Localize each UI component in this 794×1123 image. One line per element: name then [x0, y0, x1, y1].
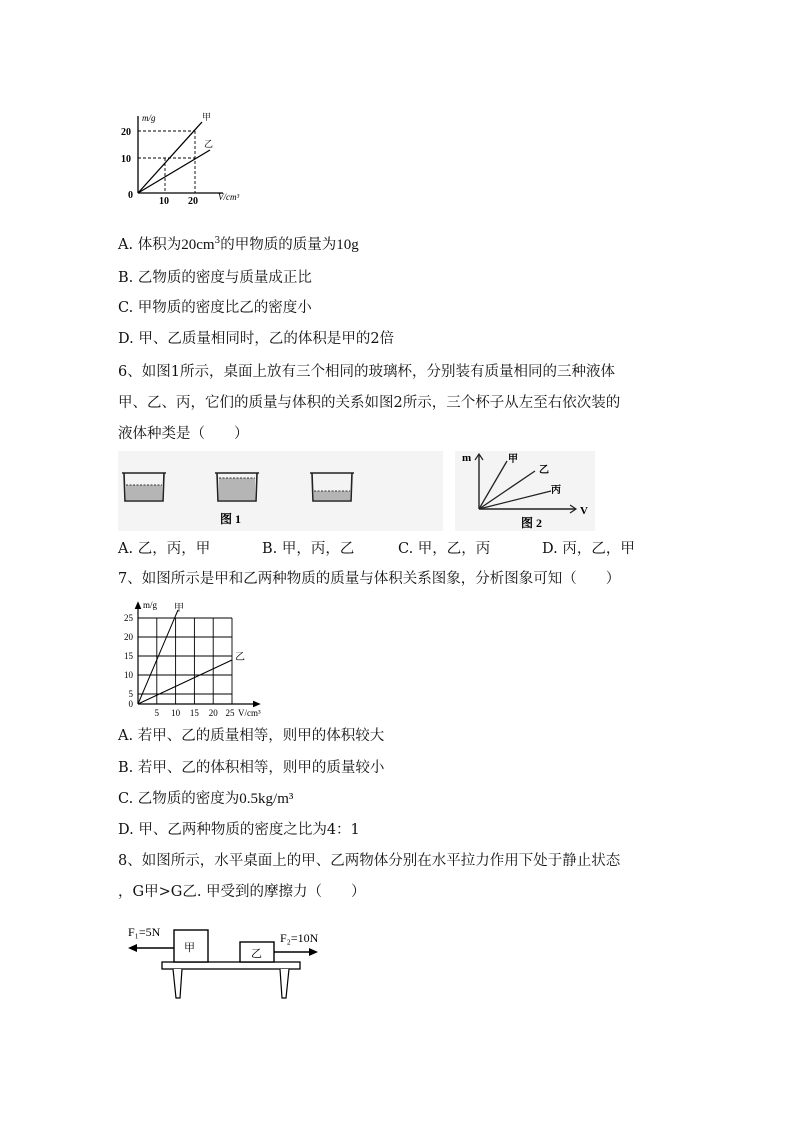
- fig2-label-bing: 丙: [551, 485, 561, 496]
- q7-x-tick-20: 20: [208, 708, 218, 718]
- q7-y-tick-10: 10: [124, 670, 133, 680]
- q7-x-axis-label: V/cm³: [238, 708, 261, 718]
- series-label-yi: 乙: [204, 139, 214, 149]
- q8-stem-line1: 8、如图所示，水平桌面上的甲、乙两物体分别在水平拉力作用下处于静止状态: [118, 853, 621, 869]
- q6-option-b: B. 甲，丙，乙: [262, 541, 355, 557]
- q7-x-tick-10: 10: [171, 708, 181, 718]
- figure1-caption: 图 1: [220, 512, 242, 526]
- q8-table-diagram: [126, 918, 336, 1002]
- q6-option-a: A. 乙，丙，甲: [118, 541, 211, 557]
- origin-label: 0: [128, 190, 133, 201]
- q5-option-a: A. 体积为$20cm^3$的甲物质的质量为10g: [118, 236, 359, 253]
- q6-stem-line1: 6、如图1所示，桌面上放有三个相同的玻璃杯，分别装有质量相同的三种液体: [118, 364, 615, 380]
- f1-label: F₁=5N: [128, 925, 161, 939]
- q7-series-label-jia: 甲: [174, 603, 184, 614]
- q7-option-d: D. 甲、乙两种物质的密度之比为4：1: [118, 822, 360, 838]
- box-yi-label: 乙: [251, 948, 262, 960]
- q7-option-a: A. 若甲、乙的质量相等，则甲的体积较大: [118, 728, 385, 744]
- fig2-label-jia: 甲: [508, 454, 518, 465]
- fig2-label-yi: 乙: [539, 465, 549, 476]
- q7-y-tick-25: 25: [124, 613, 133, 623]
- y-axis-label: m/g: [142, 113, 156, 123]
- series-line-yi: [138, 150, 210, 193]
- x-tick-10: 10: [159, 196, 169, 206]
- q7-y-tick-15: 15: [124, 651, 133, 661]
- q7-y-tick-5: 5: [128, 689, 133, 699]
- q8-stem-line2: ，G甲>G乙. 甲受到的摩擦力（ ）: [118, 884, 366, 900]
- q5-option-c: C. 甲物质的密度比乙的密度小: [118, 300, 312, 316]
- q6-stem-line3: 液体种类是（ ）: [118, 426, 249, 442]
- q7-x-tick-15: 15: [189, 708, 199, 718]
- q5-mass-volume-graph: [118, 108, 258, 206]
- fig2-m-label: m: [462, 452, 472, 464]
- q6-options: [118, 539, 718, 559]
- y-tick-10: 10: [121, 154, 131, 165]
- q7-x-tick-25: 25: [225, 708, 235, 718]
- q7-line-yi: [138, 660, 232, 704]
- q7-option-b: B. 若甲、乙的体积相等，则甲的质量较小: [118, 760, 385, 776]
- q7-series-label-yi: 乙: [235, 652, 245, 663]
- q5-option-b: B. 乙物质的密度与质量成正比: [118, 270, 312, 286]
- fig2-v-label: V: [580, 505, 588, 517]
- q6-option-d: D. 丙，乙，甲: [542, 541, 635, 557]
- q7-grid-graph: [118, 598, 278, 722]
- q6-stem-line2: 甲、乙、丙，它们的质量与体积的关系如图2所示，三个杯子从左至右依次装的: [118, 395, 621, 411]
- q7-x-tick-5: 5: [154, 708, 160, 718]
- q7-y-tick-0: 0: [128, 699, 133, 709]
- series-line-jia: [138, 122, 202, 193]
- series-label-jia: 甲: [202, 112, 212, 122]
- f2-label: F₂=10N: [280, 931, 319, 945]
- q6-option-c: C. 甲，乙，丙: [398, 541, 491, 557]
- q7-line-jia: [138, 610, 178, 704]
- q5-option-d: D. 甲、乙质量相同时，乙的体积是甲的2倍: [118, 331, 395, 347]
- figure2-caption: 图 2: [521, 516, 543, 530]
- q7-y-tick-20: 20: [124, 632, 133, 642]
- q7-stem: 7、如图所示是甲和乙两种物质的质量与体积关系图象，分析图象可知（ ）: [118, 571, 621, 587]
- x-axis-label: V/cm³: [218, 192, 240, 202]
- x-tick-20: 20: [188, 196, 198, 206]
- q7-y-axis-label: m/g: [143, 600, 158, 610]
- box-jia-label: 甲: [184, 942, 195, 954]
- q6-figure2-graph: [455, 451, 595, 531]
- y-tick-20: 20: [121, 127, 131, 138]
- q6-figure1-beakers: [118, 451, 443, 531]
- q7-option-c: C. 乙物质的密度为0.5kg/m³: [118, 791, 294, 807]
